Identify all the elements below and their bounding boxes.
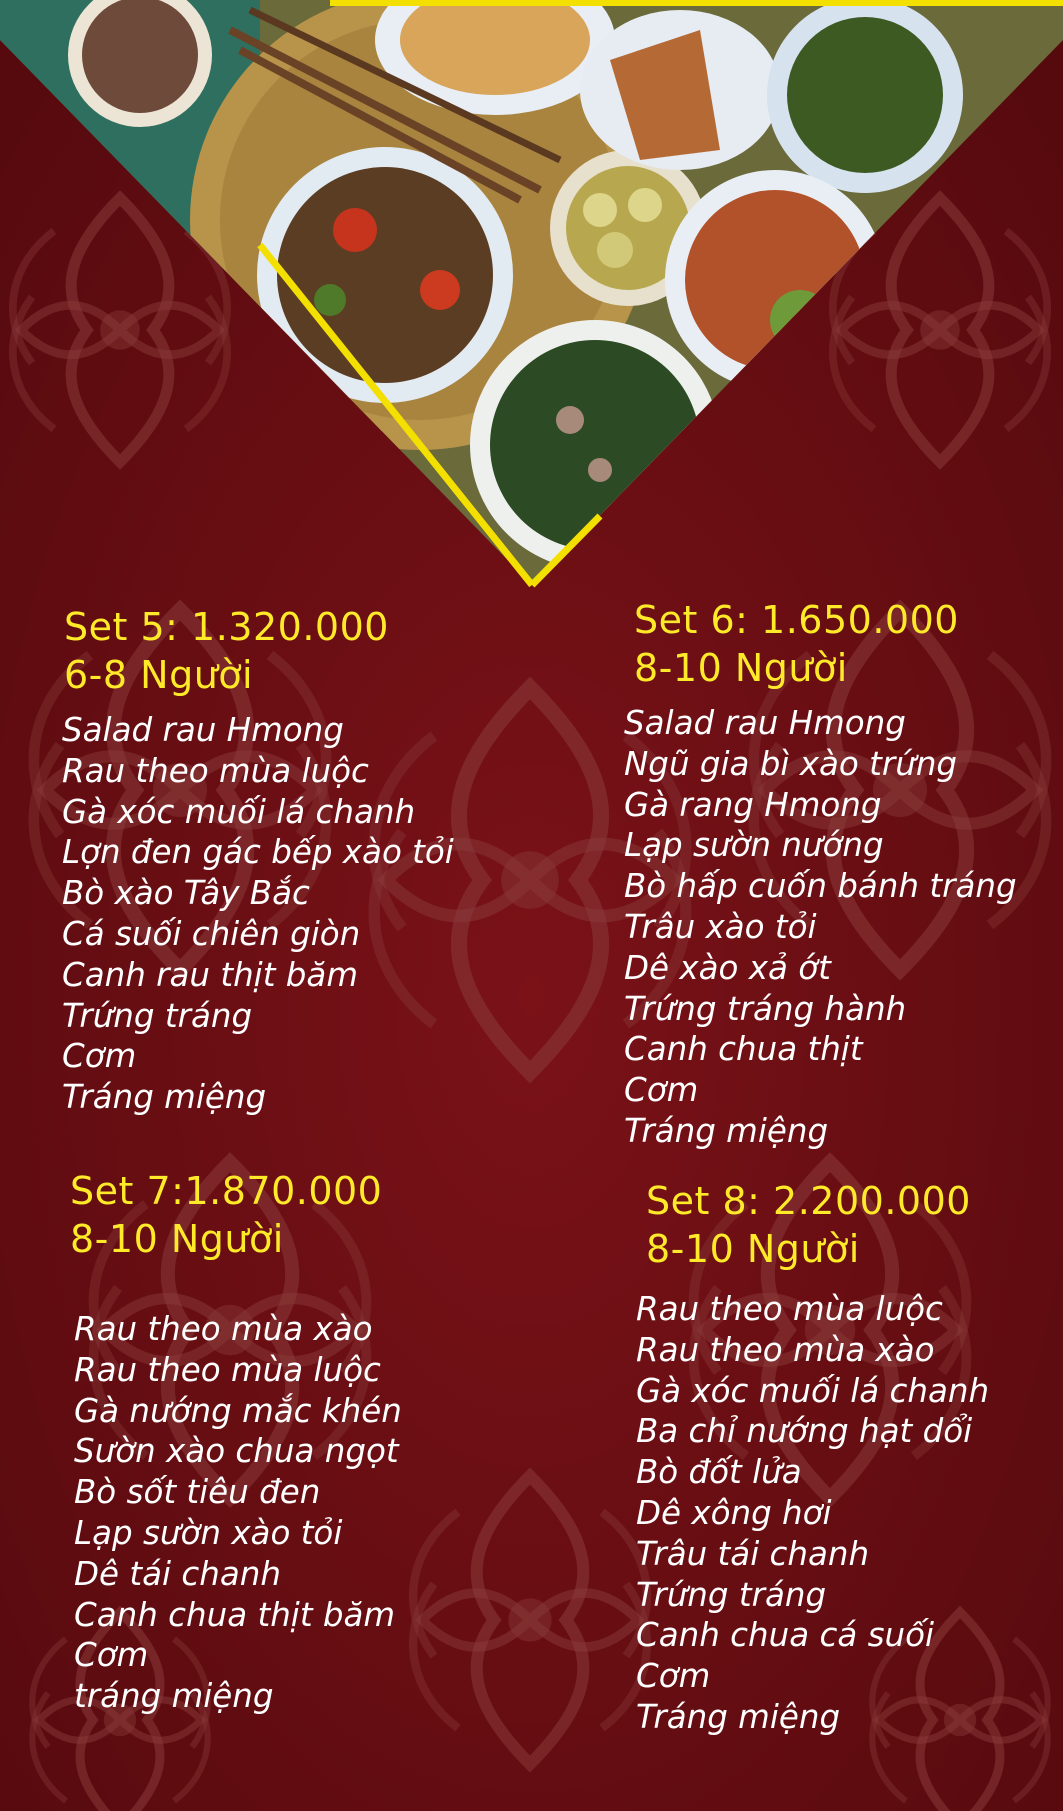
dish-item: Bò sốt tiêu đen	[74, 1473, 321, 1512]
dish-item: Tráng miệng	[62, 1078, 267, 1117]
dish-item: Tráng miệng	[624, 1111, 829, 1150]
set-6-price: Set 6: 1.650.000	[634, 598, 959, 642]
set-7-dish-list	[74, 1309, 402, 1717]
dish-item: Lạp sườn nướng	[624, 826, 884, 865]
dish-item: Lạp sườn xào tỏi	[74, 1513, 343, 1552]
dish-item: Tráng miệng	[636, 1697, 841, 1736]
set-8-title	[646, 1177, 971, 1273]
dish-item: Trứng tráng	[636, 1575, 827, 1614]
dish-item: Dê xông hơi	[636, 1493, 832, 1532]
dish-item: Dê tái chanh	[74, 1554, 281, 1593]
dish-item: Lợn đen gác bếp xào tỏi	[62, 833, 454, 872]
dish-item: Bò hấp cuốn bánh tráng	[624, 867, 1017, 906]
dish-item: Sườn xào chua ngọt	[74, 1432, 399, 1471]
set-7-title	[70, 1167, 382, 1263]
dish-item: Ngũ gia bì xào trứng	[624, 744, 958, 783]
dish-item: Salad rau Hmong	[624, 704, 906, 742]
dish-item: Trứng tráng hành	[624, 989, 907, 1028]
set-5-price: Set 5: 1.320.000	[64, 605, 389, 649]
dish-item: Trâu tái chanh	[636, 1534, 870, 1573]
set-7-price: Set 7:1.870.000	[70, 1169, 383, 1213]
dish-item: Cơm	[624, 1071, 699, 1110]
set-8-price: Set 8: 2.200.000	[646, 1179, 971, 1223]
dish-item: Ba chỉ nướng hạt dổi	[636, 1412, 973, 1451]
dish-item: Rau theo mùa luộc	[62, 751, 369, 790]
dish-item: Salad rau Hmong	[62, 711, 344, 749]
set-5-people: 6-8 Người	[64, 653, 254, 697]
dish-item: Dê xào xả ớt	[624, 948, 831, 987]
set-6-title	[634, 596, 959, 692]
dish-item: Rau theo mùa luộc	[636, 1290, 943, 1328]
dish-item: tráng miệng	[74, 1677, 274, 1716]
dish-item: Cơm	[74, 1636, 149, 1675]
dish-item: Gà xóc muối lá chanh	[62, 792, 416, 831]
set-7-people: 8-10 Người	[70, 1217, 284, 1261]
dish-item: Cá suối chiên giòn	[62, 914, 361, 953]
dish-item: Canh rau thịt băm	[62, 955, 358, 994]
set-6-dish-list	[624, 703, 1017, 1152]
set-8-people: 8-10 Người	[646, 1227, 860, 1271]
dish-item: Canh chua cá suối	[636, 1616, 935, 1655]
dish-item: Gà nướng mắc khén	[74, 1391, 402, 1430]
set-5-dish-list	[62, 710, 454, 1118]
dish-item: Bò đốt lửa	[636, 1453, 802, 1492]
dish-item: Trứng tráng	[62, 996, 253, 1035]
dish-item: Gà xóc muối lá chanh	[636, 1371, 990, 1410]
dish-item: Rau theo mùa xào	[636, 1330, 935, 1369]
dish-item: Cơm	[62, 1037, 137, 1076]
set-6-people: 8-10 Người	[634, 646, 848, 690]
dish-item: Trâu xào tỏi	[624, 907, 817, 946]
dish-item: Canh chua thịt băm	[74, 1595, 396, 1634]
dish-item: Canh chua thịt	[624, 1030, 863, 1069]
dish-item: Rau theo mùa luộc	[74, 1350, 381, 1389]
set-5-title	[64, 603, 389, 699]
dish-item: Rau theo mùa xào	[74, 1310, 373, 1348]
dish-item: Cơm	[636, 1657, 711, 1696]
set-8-dish-list	[636, 1289, 989, 1738]
dish-item: Bò xào Tây Bắc	[62, 874, 310, 913]
dish-item: Gà rang Hmong	[624, 785, 882, 824]
